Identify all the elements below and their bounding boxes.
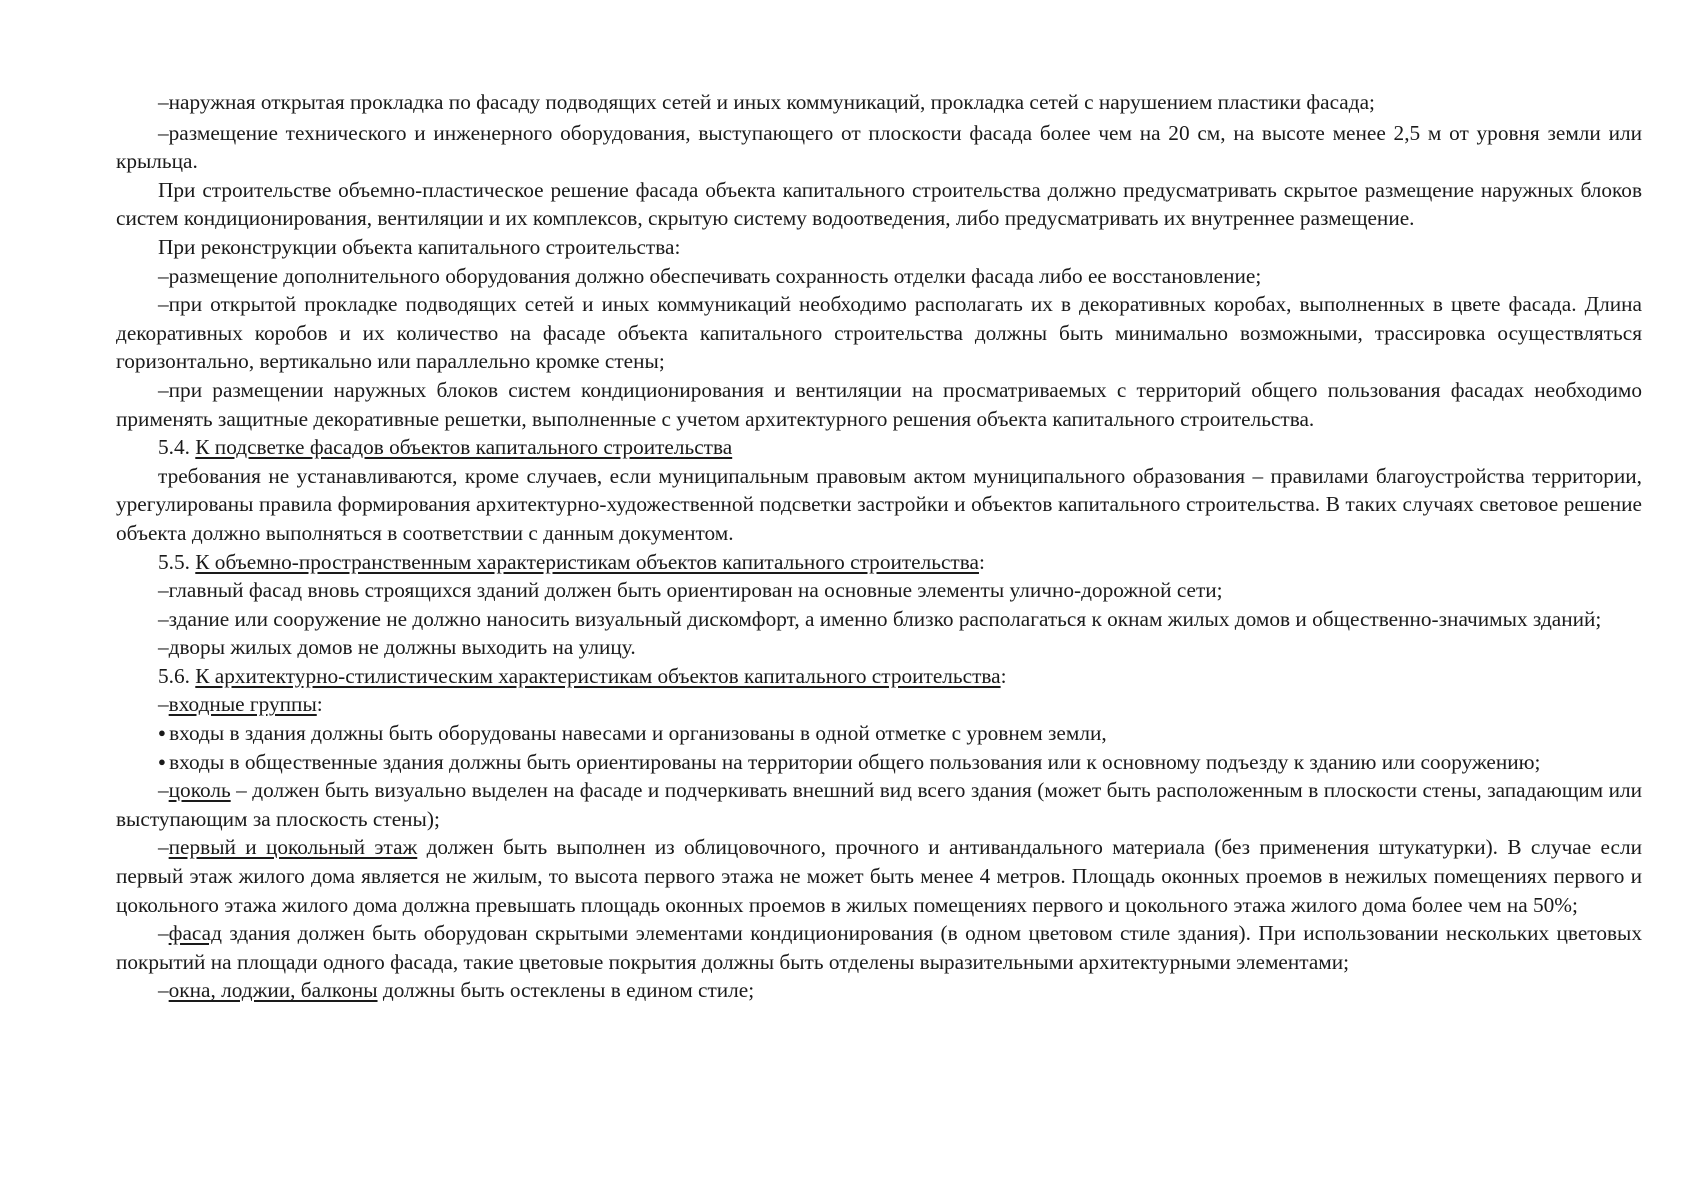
paragraph-text: размещение технического и инженерного оборудования, выступающего от плоскости фасада более чем на 20 см, на высоте менее 2,5 м от уровня земли или крыльца. bbox=[116, 120, 1642, 174]
section-number: 5.4. bbox=[158, 435, 196, 460]
paragraph-text: : bbox=[978, 549, 985, 574]
paragraph-text: : bbox=[316, 692, 323, 717]
paragraph-11 bbox=[116, 576, 1642, 605]
paragraph-text: размещение дополнительного оборудования должно обеспечивать сохранность отделки фасада либо ее восстановление; bbox=[168, 263, 1262, 288]
paragraph-text: должен быть выполнен из облицовочного, прочного и антивандального материала (без применения штукатурки). В случае если первый этаж жилого дома является не жилым, то высота первого этажа не может быть менее 4 метров. Площадь оконных проемов в нежилых помещениях первого и цокольного этажа жилого дома должна превышать площадь оконных проемов в жилых помещениях первого и цокольного этажа жилого дома более чем на 50%; bbox=[116, 835, 1642, 917]
paragraph-text: При строительстве объемно-пластическое решение фасада объекта капитального строительства должно предусматривать скрытое размещение наружных блоков систем кондиционирования, вентиляции и их комплексов, скрытую систему водоотведения, либо предусматривать их внутреннее размещение. bbox=[116, 177, 1642, 231]
paragraph-6 bbox=[116, 290, 1642, 376]
paragraph-12 bbox=[116, 605, 1642, 634]
section-number: 5.5. bbox=[158, 549, 196, 574]
term-label: входные группы bbox=[168, 692, 317, 717]
paragraph-20 bbox=[116, 919, 1642, 976]
paragraph-text: главный фасад вновь строящихся зданий должен быть ориентирован на основные элементы улично-дорожной сети; bbox=[168, 578, 1223, 603]
paragraph-21 bbox=[116, 976, 1642, 1005]
section-number: 5.6. bbox=[158, 663, 196, 688]
paragraph-text: при размещении наружных блоков систем кондиционирования и вентиляции на просматриваемых с территорий общего пользования фасадах необходимо применять защитные декоративные решетки, выполненные с учетом архитектурного решения объекта капитального строительства. bbox=[116, 377, 1642, 431]
paragraph-19 bbox=[116, 833, 1642, 919]
paragraph-text: – должен быть визуально выделен на фасаде и подчеркивать внешний вид всего здания (может быть расположенным в плоскости стены, западающим или выступающим за плоскость стены); bbox=[116, 778, 1642, 831]
section-title: К архитектурно-стилистическим характеристикам объектов капитального строительства bbox=[195, 663, 1001, 688]
paragraph-4 bbox=[116, 233, 1642, 262]
paragraph-text: дворы жилых домов не должны выходить на улицу. bbox=[168, 635, 636, 660]
paragraph-text: входы в здания должны быть оборудованы навесами и организованы в одной отметке с уровнем земли, bbox=[169, 721, 1107, 746]
paragraph-1 bbox=[116, 88, 1642, 117]
paragraph-text: здание или сооружение не должно наносить визуальный дискомфорт, а именно близко располагаться к окнам жилых домов и общественно-значимых зданий; bbox=[168, 606, 1602, 631]
term-label: первый и цокольный этаж bbox=[168, 835, 418, 860]
section-heading-5-6 bbox=[116, 662, 1642, 691]
paragraph-18 bbox=[116, 776, 1642, 833]
paragraph-9 bbox=[116, 462, 1642, 548]
paragraph-text: при открытой прокладке подводящих сетей и иных коммуникаций необходимо располагать их в декоративных коробах, выполненных в цвете фасада. Длина декоративных коробов и их количество на фасаде объекта капитального строительства должны быть минимально возможными, трассировка осуществляться горизонтально, вертикально или параллельно кромке стены; bbox=[116, 292, 1642, 374]
section-heading-5-4 bbox=[116, 433, 1642, 462]
paragraph-13 bbox=[116, 633, 1642, 662]
paragraph-text: должны быть остеклены в едином стиле; bbox=[377, 978, 755, 1003]
term-label: фасад bbox=[168, 921, 222, 946]
paragraph-5 bbox=[116, 262, 1642, 291]
document-page bbox=[116, 88, 1642, 1005]
paragraph-3 bbox=[116, 176, 1642, 233]
term-label: цоколь bbox=[168, 778, 231, 803]
section-title: К подсветке фасадов объектов капитального строительства bbox=[195, 435, 733, 460]
bullet-item-2 bbox=[116, 748, 1642, 777]
paragraph-text: здания должен быть оборудован скрытыми элементами кондиционирования (в одном цветовом стиле здания). При использовании нескольких цветовых покрытий на площади одного фасада, такие цветовые покрытия должны быть отделены выразительными архитектурными элементами; bbox=[116, 921, 1642, 974]
section-heading-5-5 bbox=[116, 548, 1642, 577]
term-label: окна, лоджии, балконы bbox=[168, 978, 378, 1003]
paragraph-15 bbox=[116, 690, 1642, 719]
paragraph-2 bbox=[116, 119, 1642, 176]
paragraph-text: требования не устанавливаются, кроме случаев, если муниципальным правовым актом муниципального образования – правилами благоустройства территории, урегулированы правила формирования архитектурно-художественной подсветки застройки и объектов капитального строительства. В таких случаях световое решение объекта должно выполняться в соответствии с данным документом. bbox=[116, 463, 1642, 545]
paragraph-text: наружная открытая прокладка по фасаду подводящих сетей и иных коммуникаций, прокладка сетей с нарушением пластики фасада; bbox=[168, 90, 1375, 114]
section-title: К объемно-пространственным характеристикам объектов капитального строительства bbox=[195, 549, 979, 574]
paragraph-text: При реконструкции объекта капитального строительства: bbox=[158, 234, 681, 259]
paragraph-text: : bbox=[1000, 663, 1007, 688]
paragraph-7 bbox=[116, 376, 1642, 433]
paragraph-text: входы в общественные здания должны быть ориентированы на территории общего пользования или к основному подъезду к зданию или сооружению; bbox=[169, 749, 1541, 774]
bullet-item-1 bbox=[116, 719, 1642, 748]
